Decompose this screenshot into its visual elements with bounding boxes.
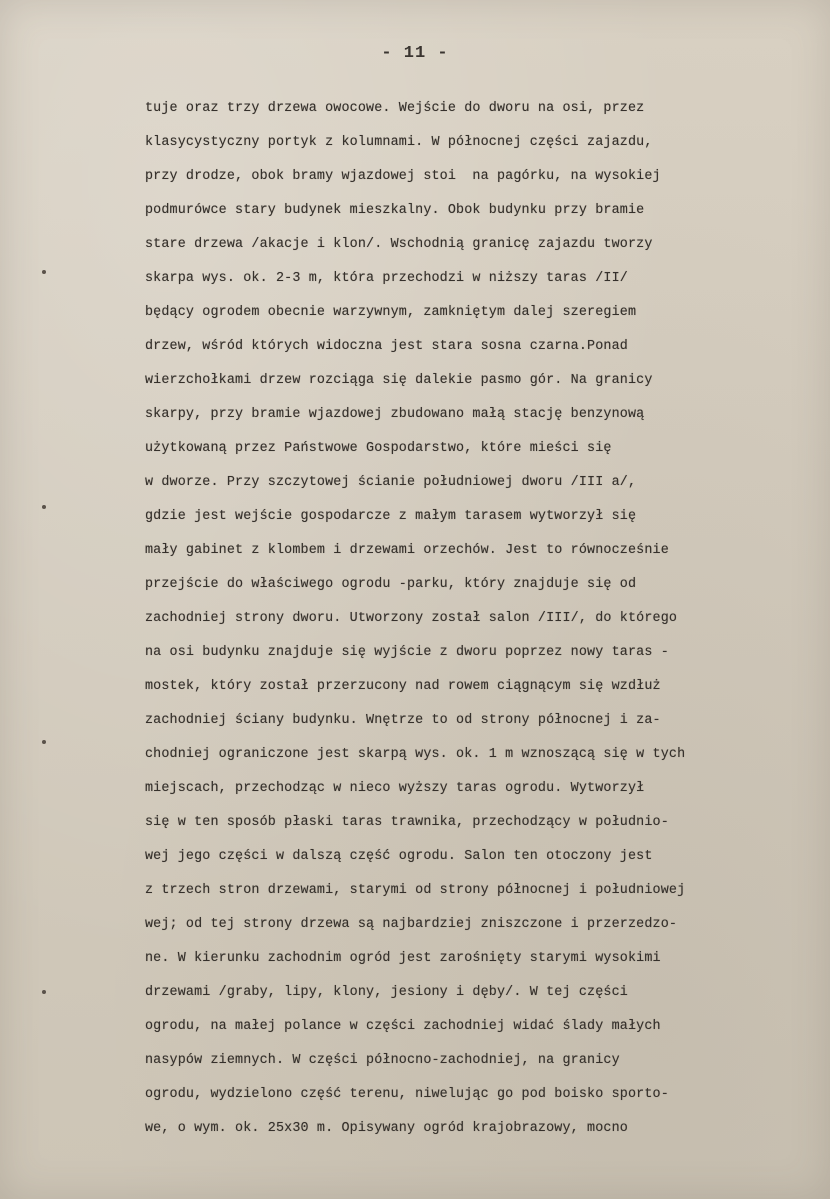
text-line: chodniej ograniczone jest skarpą wys. ok. 1 m wznoszącą się w tych <box>145 747 686 762</box>
text-line: będący ogrodem obecnie warzywnym, zamkniętym dalej szeregiem <box>145 305 637 320</box>
text-line: skarpa wys. ok. 2-3 m, która przechodzi w niższy taras /II/ <box>145 271 628 286</box>
text-line: ne. W kierunku zachodnim ogród jest zarośnięty starymi wysokimi <box>145 951 661 966</box>
text-line: użytkowaną przez Państwowe Gospodarstwo, które mieści się <box>145 441 612 456</box>
text-line: się w ten sposób płaski taras trawnika, przechodzący w południo- <box>145 815 669 830</box>
text-line: w dworze. Przy szczytowej ścianie południowej dworu /III a/, <box>145 475 637 490</box>
text-line: mały gabinet z klombem i drzewami orzechów. Jest to równocześnie <box>145 543 669 558</box>
text-line: skarpy, przy bramie wjazdowej zbudowano małą stację benzynową <box>145 407 645 422</box>
text-line: drzewami /graby, lipy, klony, jesiony i dęby/. W tej części <box>145 985 628 1000</box>
text-line: wej jego części w dalszą część ogrodu. Salon ten otoczony jest <box>145 849 653 864</box>
text-line: przejście do właściwego ogrodu -parku, który znajduje się od <box>145 577 637 592</box>
text-line: wierzchołkami drzew rozciąga się dalekie pasmo gór. Na granicy <box>145 373 653 388</box>
text-line: zachodniej strony dworu. Utworzony został salon /III/, do którego <box>145 611 678 626</box>
text-line: ogrodu, na małej polance w części zachodniej widać ślady małych <box>145 1019 661 1034</box>
text-line: klasycystyczny portyk z kolumnami. W północnej części zajazdu, <box>145 135 653 150</box>
text-line: z trzech stron drzewami, starymi od strony północnej i południowej <box>145 883 686 898</box>
text-line: na osi budynku znajduje się wyjście z dworu poprzez nowy taras - <box>145 645 669 660</box>
text-line: stare drzewa /akacje i klon/. Wschodnią granicę zajazdu tworzy <box>145 237 653 252</box>
text-line: zachodniej ściany budynku. Wnętrze to od strony północnej i za- <box>145 713 661 728</box>
text-line: przy drodze, obok bramy wjazdowej stoi na pagórku, na wysokiej <box>145 169 661 184</box>
text-line: podmurówce stary budynek mieszkalny. Obok budynku przy bramie <box>145 203 645 218</box>
page-number: - 11 - <box>381 44 449 63</box>
margin-punch-mark <box>42 990 46 994</box>
margin-punch-mark <box>42 505 46 509</box>
typed-text-body <box>145 92 830 1146</box>
text-line: ogrodu, wydzielono część terenu, niwelując go pod boisko sporto- <box>145 1087 669 1102</box>
text-line: nasypów ziemnych. W części północno-zachodniej, na granicy <box>145 1053 620 1068</box>
text-line: gdzie jest wejście gospodarcze z małym tarasem wytworzył się <box>145 509 637 524</box>
text-line: mostek, który został przerzucony nad rowem ciągnącym się wzdłuż <box>145 679 661 694</box>
text-line: tuje oraz trzy drzewa owocowe. Wejście do dworu na osi, przez <box>145 101 645 116</box>
text-line: wej; od tej strony drzewa są najbardziej zniszczone i przerzedzo- <box>145 917 678 932</box>
margin-punch-mark <box>42 740 46 744</box>
text-line: we, o wym. ok. 25x30 m. Opisywany ogród krajobrazowy, mocno <box>145 1121 628 1136</box>
text-line: drzew, wśród których widoczna jest stara sosna czarna.Ponad <box>145 339 628 354</box>
text-line: miejscach, przechodząc w nieco wyższy taras ogrodu. Wytworzył <box>145 781 645 796</box>
margin-punch-mark <box>42 270 46 274</box>
